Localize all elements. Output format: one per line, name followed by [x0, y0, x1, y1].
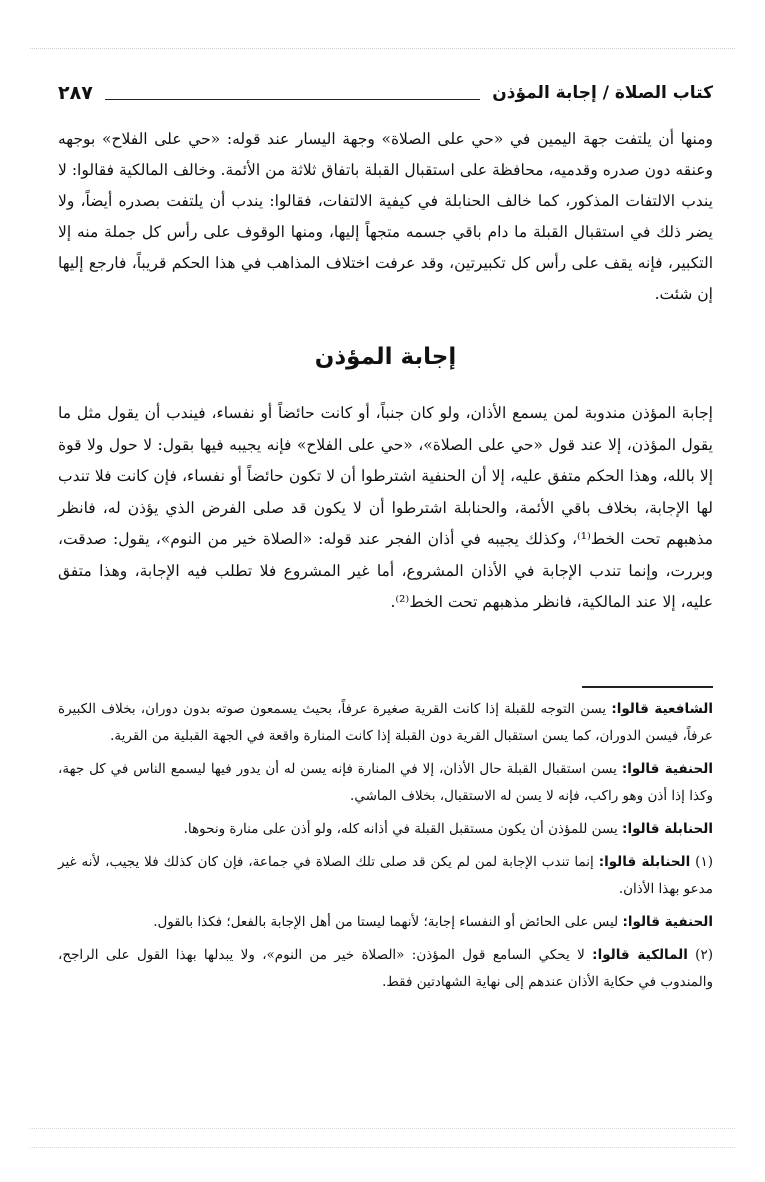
footnote-label: الحنابلة قالوا: — [598, 854, 691, 870]
scan-edge-bottom — [30, 1128, 735, 1148]
page-number: ٢٨٧ — [58, 82, 93, 104]
footnote-label: الشافعية قالوا: — [611, 701, 713, 717]
header-rule — [105, 99, 480, 100]
footnote-text: يسن استقبال القبلة حال الأذان، إلا في المنارة فإنه يسن له أن يدور فيها ليسمع الناس في كل جهة، وكذا إذا أذن وهو راكب، فإنه لا يسن له الاستقبال، بخلاف الماشي. — [58, 761, 713, 804]
footnote-text: يسن التوجه للقبلة إذا كانت القرية صغيرة عرفاً، بحيث يسمعون صوته بدون دوران، بخلاف الكبيرة عرفاً، فيسن الدوران، كما يسن استقبال القرية دون القبلة إذا كانت المنارة واقعة في الجهة القبلية من القرية. — [58, 701, 713, 744]
footnote — [58, 696, 713, 750]
footnote — [58, 909, 713, 936]
footnote-rule — [582, 686, 713, 688]
section-heading: إجابة المؤذن — [314, 344, 457, 370]
footnote — [58, 816, 713, 843]
footnote-label: الحنفية قالوا: — [621, 761, 713, 777]
footnote-marker: (٢) — [687, 947, 713, 963]
intro-paragraph: ومنها أن يلتفت جهة اليمين في «حي على الصلاة» وجهة اليسار عند قوله: «حي على الفلاح» بوجهه وعنقه دون صدره وقدميه، محافظة على استقبال القبلة باتفاق ثلاثة من الأئمة. وخالف المالكية فقالوا: لا يندب الالتفات المذكور، كما خالف الحنابلة في كيفية الالتفات، فقالوا: يندب أن يلتفت بصدره أيضاً، ولا يضر ذلك في استقبال القبلة ما دام باقي جسمه متجهاً إليها، ومنها الوقوف على رأس كل جملة منه إلا التكبير، فإنه يقف على رأس كل تكبيرتين، وقد عرفت اختلاف المذاهب في هذا الحكم قريباً، فارجع إليها إن شئت. — [58, 130, 713, 303]
running-header — [58, 78, 713, 108]
section-paragraph: إجابة المؤذن مندوبة لمن يسمع الأذان، ولو كان جنباً، أو كانت حائضاً أو نفساء، فيندب أن يقول مثل ما يقول المؤذن، إلا عند قول «حي على الصلاة»، «حي على الفلاح» فإنه يجيبه فيها بقول: لا حول ولا قوة إلا بالله، وهذا الحكم متفق عليه، إلا أن الحنفية اشترطوا أن لا تكون حائضاً أو نفساء، فإن كانت فلا تندب لها الإجابة، بخلاف باقي الأئمة، والحنابلة اشترطوا أن لا يكون قد صلى الفرض الذي يؤذن له، فانظر مذهبهم تحت الخط⁽¹⁾، وكذلك يجيبه في أذان الفجر عند قوله: «الصلاة خير من النوم»، يقول: صدقت، وبررت، وإنما تندب الإجابة في الأذان المشروع، أما غير المشروع فلا تطلب فيه الإجابة، وهذا متفق عليه، إلا عند المالكية، فانظر مذهبهم تحت الخط⁽²⁾. — [58, 404, 714, 611]
section-text — [58, 398, 713, 619]
scan-edge-top — [30, 48, 735, 59]
footnote — [58, 849, 713, 903]
footnote-label: الحنابلة قالوا: — [622, 821, 713, 837]
footnote-text: إنما تندب الإجابة لمن لم يكن قد صلى تلك الصلاة في جماعة، فإن كان كذلك فلا يجيب، لأنه غير مدعو بهذا الأذان. — [58, 854, 713, 897]
footnote-marker: (١) — [690, 854, 713, 870]
running-title: كتاب الصلاة / إجابة المؤذن — [492, 83, 713, 103]
footnote — [58, 756, 713, 810]
footnote-label: الحنفية قالوا: — [622, 914, 713, 930]
footnote-text: ليس على الحائض أو النفساء إجابة؛ لأنهما ليستا من أهل الإجابة بالفعل؛ فكذا بالقول. — [153, 914, 623, 930]
intro-text — [58, 124, 713, 310]
footnotes — [58, 696, 713, 1002]
footnote-text: يسن للمؤذن أن يكون مستقبل القبلة في أذانه كله، ولو أذن على منارة ونحوها. — [183, 821, 623, 837]
footnote-text: لا يحكي السامع قول المؤذن: «الصلاة خير من النوم»، ولا يبدلها بهذا القول على الراجح، والمندوب في حكاية الأذان عندهم إلى نهاية الشهادتين فقط. — [58, 947, 713, 990]
footnote-label: المالكية قالوا: — [592, 947, 688, 963]
footnote — [58, 942, 713, 996]
